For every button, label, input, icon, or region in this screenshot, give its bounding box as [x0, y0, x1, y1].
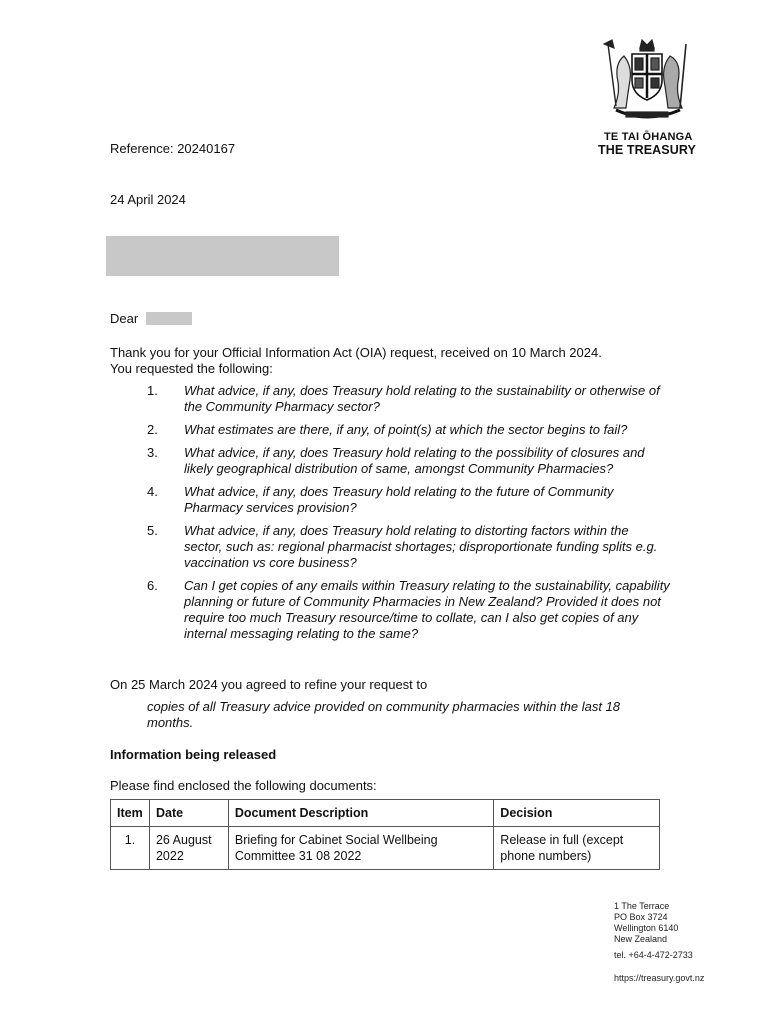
cell-date: 26 August 2022: [149, 827, 228, 870]
coat-of-arms-logo: [592, 36, 702, 126]
request-number: 1.: [147, 383, 158, 398]
address-line: Wellington 6140: [614, 923, 679, 933]
section-heading: Information being released: [110, 747, 277, 762]
footer-address: [614, 901, 704, 984]
org-name-maori: TE TAI ŌHANGA: [604, 131, 693, 143]
request-text: What advice, if any, does Treasury hold relating to distorting factors within the sector, such as: regional pharmacist shortages; disproportionate funding splits e.g. vaccination vs core business?: [184, 523, 658, 570]
column-header-item: Item: [111, 800, 150, 827]
request-number: 4.: [147, 484, 158, 499]
intro-paragraph: [110, 345, 670, 377]
column-header-decision: Decision: [494, 800, 660, 827]
reference-number: Reference: 20240167: [110, 141, 236, 156]
column-header-description: Document Description: [228, 800, 493, 827]
org-name-english: THE TREASURY: [598, 143, 696, 157]
cell-description: Briefing for Cabinet Social Wellbeing Committee 31 08 2022: [228, 827, 493, 870]
table-header-row: [111, 800, 660, 827]
cell-item: 1.: [111, 827, 150, 870]
request-text: What advice, if any, does Treasury hold relating to the sustainability or otherwise of the Community Pharmacy sector?: [184, 383, 660, 414]
address-line: New Zealand: [614, 934, 668, 944]
website-link[interactable]: https://treasury.govt.nz: [614, 973, 705, 983]
cell-decision: Release in full (except phone numbers): [494, 827, 660, 870]
request-item: [110, 523, 670, 571]
column-header-date: Date: [149, 800, 228, 827]
salutation: [110, 311, 192, 326]
request-item: [110, 383, 670, 415]
table-row: [111, 827, 660, 870]
telephone: tel. +64-4-472-2733: [614, 950, 693, 960]
address-line: 1 The Terrace: [614, 901, 670, 911]
request-item: [110, 578, 670, 642]
letter-date: 24 April 2024: [110, 192, 186, 207]
request-list: [110, 383, 670, 649]
intro-line-1: Thank you for your Official Information Act (OIA) request, received on 10 March 2024.: [110, 345, 602, 360]
enclosed-intro: Please find enclosed the following documents:: [110, 778, 377, 793]
request-text: What advice, if any, does Treasury hold relating to the future of Community Pharmacy services provision?: [184, 484, 614, 515]
refined-request: copies of all Treasury advice provided on community pharmacies within the last 18 months.: [147, 699, 621, 730]
address-line: PO Box 3724: [614, 912, 668, 922]
request-number: 6.: [147, 578, 158, 593]
request-number: 3.: [147, 445, 158, 460]
salutation-text: Dear: [110, 311, 139, 326]
request-text: What estimates are there, if any, of point(s) at which the sector begins to fail?: [184, 422, 628, 437]
request-text: Can I get copies of any emails within Treasury relating to the sustainability, capability planning or future of Community Pharmacies in New Zealand? Provided it does not require too much Treasury resource/time to collate, can I also get copies of any internal messaging relating to the same?: [184, 578, 670, 641]
request-number: 2.: [147, 422, 158, 437]
request-text: What advice, if any, does Treasury hold relating to the possibility of closures and likely geographical distribution of same, amongst Community Pharmacies?: [184, 445, 645, 476]
request-item: [110, 422, 670, 438]
intro-line-2: You requested the following:: [110, 361, 273, 376]
request-item: [110, 445, 670, 477]
request-number: 5.: [147, 523, 158, 538]
documents-table: [110, 799, 660, 870]
refine-intro: On 25 March 2024 you agreed to refine your request to: [110, 677, 428, 692]
request-item: [110, 484, 670, 516]
redacted-name: [146, 312, 192, 325]
redacted-address-block: [106, 236, 339, 276]
